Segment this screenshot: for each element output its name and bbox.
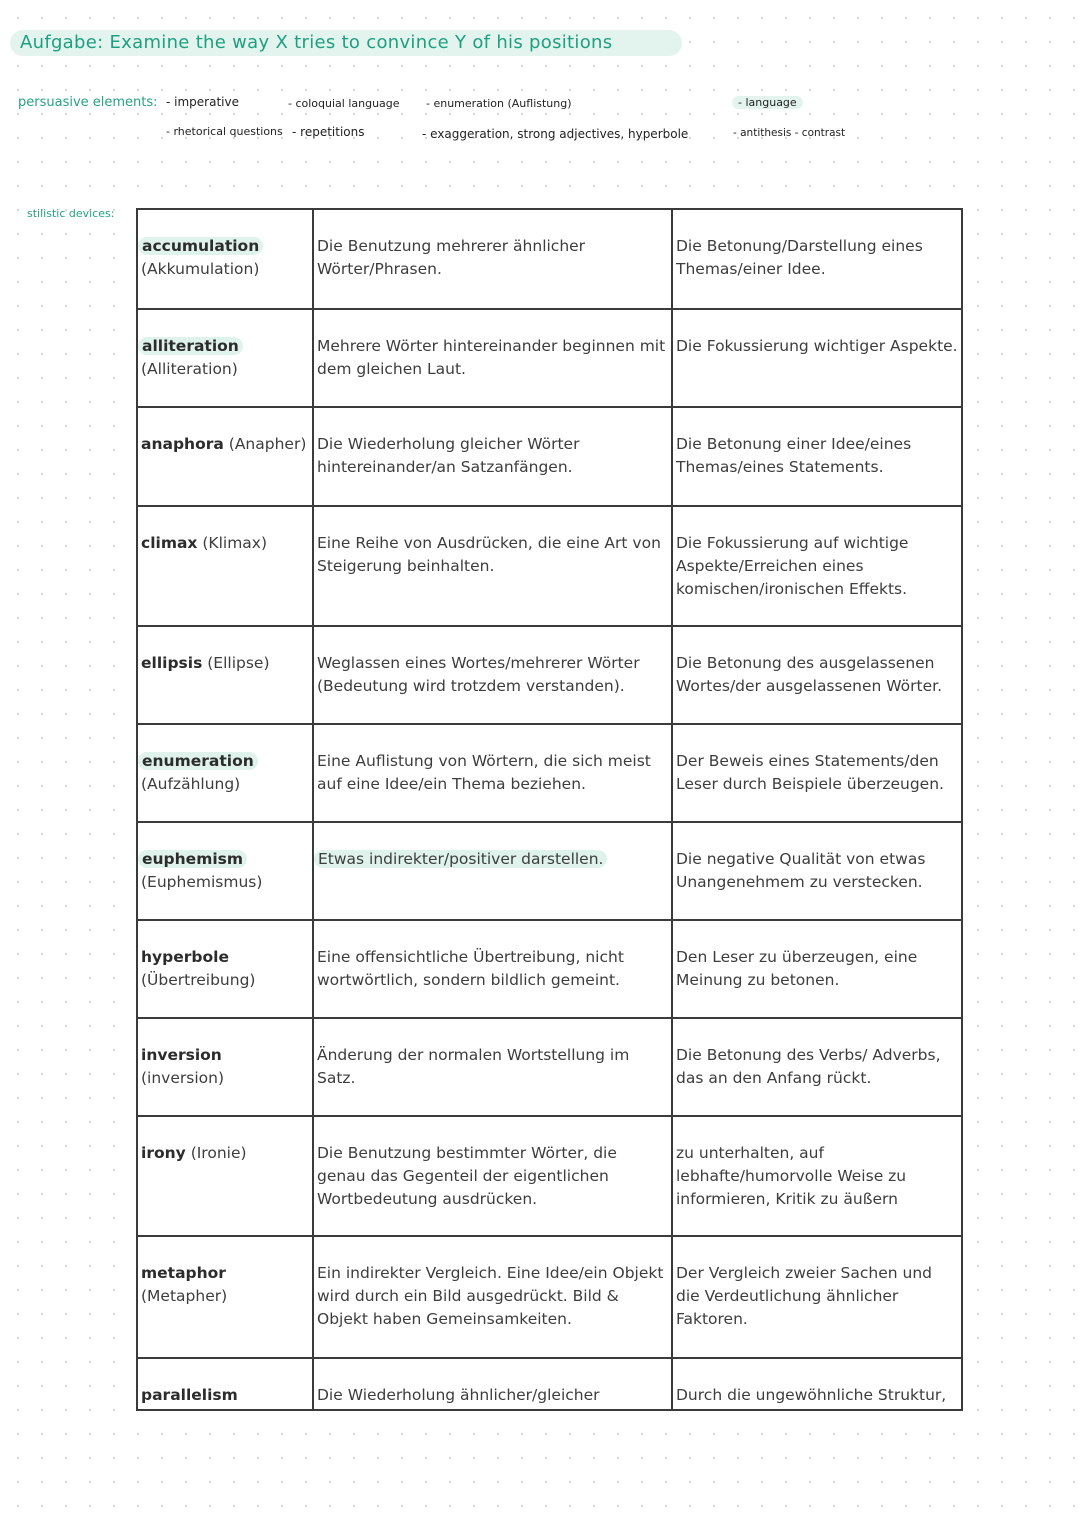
persuasive-item-repetitions: - repetitions [292, 125, 365, 139]
definition: Weglassen eines Wortes/mehrerer Wörter (Bedeutung wird trotzdem verstanden). [317, 654, 640, 695]
effect: Die Fokussierung auf wichtige Aspekte/Erreichen eines komischen/ironischen Effekts. [676, 534, 909, 598]
task-title: Aufgabe: Examine the way X tries to convince Y of his positions [10, 30, 682, 56]
persuasive-item-exaggeration: - exaggeration, strong adjectives, hyperbole [422, 127, 689, 141]
definition-cell [313, 822, 672, 920]
effect: Die Betonung des Verbs/ Adverbs, das an den Anfang rückt. [676, 1046, 941, 1087]
effect: Der Vergleich zweier Sachen und die Verdeutlichung ähnlicher Faktoren. [676, 1264, 933, 1328]
definition: Etwas indirekter/positiver darstellen. [314, 850, 607, 868]
table-row [137, 1236, 962, 1358]
effect-cell [672, 1236, 962, 1358]
term-german: (Übertreibung) [141, 971, 256, 989]
definition-cell [313, 724, 672, 822]
table-row [137, 920, 962, 1018]
term: parallelism [141, 1386, 238, 1404]
term-cell [137, 309, 313, 407]
effect-cell [672, 1116, 962, 1236]
definition: Die Wiederholung gleicher Wörter hintereinander/an Satzanfängen. [317, 435, 580, 476]
table-row [137, 506, 962, 626]
definition-cell [313, 1358, 672, 1410]
term: metaphor [141, 1264, 226, 1282]
definition: Mehrere Wörter hintereinander beginnen mit dem gleichen Laut. [317, 337, 666, 378]
definition-cell [313, 1018, 672, 1116]
definition: Die Benutzung mehrerer ähnlicher Wörter/Phrasen. [317, 237, 586, 278]
effect: zu unterhalten, auf lebhafte/humorvolle Weise zu informieren, Kritik zu äußern [676, 1144, 907, 1208]
term-cell [137, 1116, 313, 1236]
effect: Die negative Qualität von etwas Unangenehmem zu verstecken. [676, 850, 926, 891]
definition: Ein indirekter Vergleich. Eine Idee/ein Objekt wird durch ein Bild ausgedrückt. Bild & Objekt haben Gemeinsamkeiten. [317, 1264, 664, 1328]
term-german: (Klimax) [202, 534, 268, 552]
effect: Die Betonung des ausgelassenen Wortes/der ausgelassenen Wörter. [676, 654, 942, 695]
effect: Die Fokussierung wichtiger Aspekte. [676, 337, 958, 355]
persuasive-elements-label: persuasive elements: [18, 95, 158, 110]
table-row [137, 1116, 962, 1236]
effect-cell [672, 209, 962, 309]
effect: Der Beweis eines Statements/den Leser durch Beispiele überzeugen. [676, 752, 944, 793]
effect: Durch die ungewöhnliche Struktur, [676, 1386, 947, 1404]
definition-cell [313, 407, 672, 506]
persuasive-item-enumeration: - enumeration (Auflistung) [426, 97, 572, 110]
effect-cell [672, 822, 962, 920]
effect-cell [672, 724, 962, 822]
effect-cell [672, 1358, 962, 1410]
term-cell [137, 822, 313, 920]
term: enumeration [138, 752, 258, 770]
table-row [137, 1358, 962, 1410]
definition-cell [313, 1116, 672, 1236]
term-german: (Ironie) [190, 1144, 247, 1162]
table-row [137, 822, 962, 920]
term-cell [137, 1358, 313, 1410]
definition-cell [313, 309, 672, 407]
term-cell [137, 506, 313, 626]
term: ellipsis [141, 654, 203, 672]
effect-cell [672, 920, 962, 1018]
term: alliteration [138, 337, 243, 355]
term-german: (Akkumulation) [141, 260, 260, 278]
term: anaphora [141, 435, 224, 453]
term: euphemism [138, 850, 247, 868]
persuasive-item-imperative: - imperative [166, 95, 239, 109]
effect: Die Betonung/Darstellung eines Themas/einer Idee. [676, 237, 923, 278]
term-german: (Alliteration) [141, 360, 238, 378]
stylistic-devices-label: stilistic devices: [27, 207, 115, 220]
term-german: (Metapher) [141, 1287, 228, 1305]
definition-cell [313, 920, 672, 1018]
persuasive-item-colloquial: - coloquial language [288, 97, 400, 110]
term-cell [137, 407, 313, 506]
term: inversion [141, 1046, 222, 1064]
table-row [137, 1018, 962, 1116]
stylistic-devices-table [136, 208, 963, 1411]
persuasive-item-language: - language [732, 96, 803, 109]
term-german: (Euphemismus) [141, 873, 263, 891]
table-row [137, 626, 962, 724]
definition: Die Benutzung bestimmter Wörter, die genau das Gegenteil der eigentlichen Wortbedeutung ausdrücken. [317, 1144, 617, 1208]
effect: Die Betonung einer Idee/eines Themas/eines Statements. [676, 435, 912, 476]
definition: Eine Auflistung von Wörtern, die sich meist auf eine Idee/ein Thema beziehen. [317, 752, 651, 793]
effect-cell [672, 626, 962, 724]
term-cell [137, 724, 313, 822]
term: climax [141, 534, 198, 552]
definition-cell [313, 209, 672, 309]
term: hyperbole [141, 948, 229, 966]
term-cell [137, 1018, 313, 1116]
term-german: (Ellipse) [207, 654, 270, 672]
effect-cell [672, 1018, 962, 1116]
effect: Den Leser zu überzeugen, eine Meinung zu betonen. [676, 948, 918, 989]
term-german: (Aufzählung) [141, 775, 241, 793]
term-cell [137, 1236, 313, 1358]
term-german: (Anapher) [228, 435, 307, 453]
table-row [137, 209, 962, 309]
definition-cell [313, 1236, 672, 1358]
term: irony [141, 1144, 186, 1162]
definition-cell [313, 506, 672, 626]
definition: Eine Reihe von Ausdrücken, die eine Art von Steigerung beinhalten. [317, 534, 661, 575]
table-row [137, 407, 962, 506]
definition: Eine offensichtliche Übertreibung, nicht wortwörtlich, sondern bildlich gemeint. [317, 948, 624, 989]
effect-cell [672, 309, 962, 407]
term-cell [137, 626, 313, 724]
effect-cell [672, 506, 962, 626]
table-row [137, 724, 962, 822]
definition: Die Wiederholung ähnlicher/gleicher [317, 1386, 600, 1404]
persuasive-item-rhetorical: - rhetorical questions [166, 125, 283, 138]
effect-cell [672, 407, 962, 506]
term-cell [137, 920, 313, 1018]
table-row [137, 309, 962, 407]
definition: Änderung der normalen Wortstellung im Satz. [317, 1046, 630, 1087]
definition-cell [313, 626, 672, 724]
persuasive-item-antithesis: - antithesis - contrast [733, 127, 846, 139]
term: accumulation [138, 237, 263, 255]
term-cell [137, 209, 313, 309]
term-german: (inversion) [141, 1069, 224, 1087]
